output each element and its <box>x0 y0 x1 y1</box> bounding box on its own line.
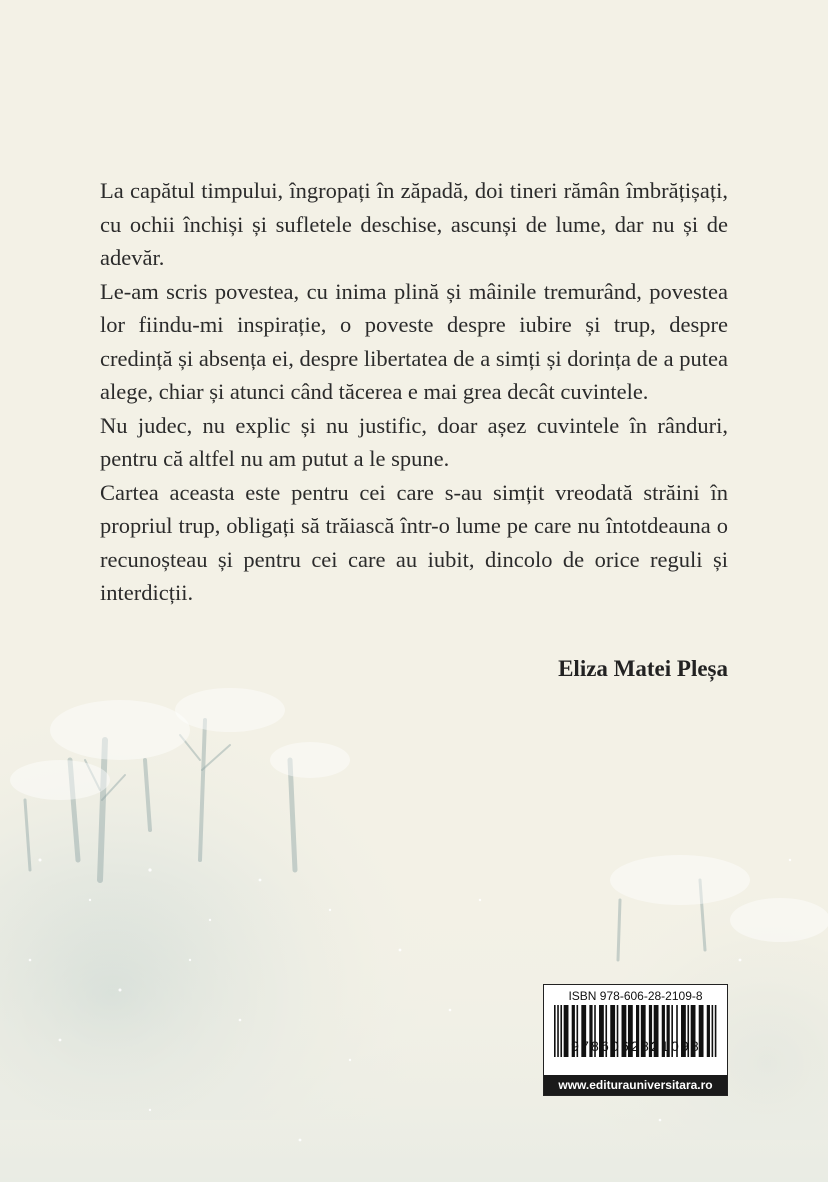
barcode-digits: 9786062821098 <box>571 1038 701 1054</box>
author-name: Eliza Matei Pleșa <box>558 656 728 681</box>
blurb-paragraph: La capătul timpului, îngropați în zăpadă, doi tineri rămân îmbrățișați, cu ochii închiși și sufletele deschise, ascunși de lume, dar nu și de adevăr. <box>100 178 728 270</box>
publisher-website: www.editurauniversitara.ro <box>544 1075 727 1095</box>
blurb-paragraph: Cartea aceasta este pentru cei care s-au simțit vreodată străini în propriul trup, obligați să trăiască într-o lume pe care nu întotdeauna o recunoșteau și pentru cei care au iubit, dincolo de orice reguli și interdicții. <box>100 479 728 605</box>
blurb-paragraph: Nu judec, nu explic și nu justific, doar așez cuvintele în rânduri, pentru că altfel nu am putut a le spune. <box>100 412 728 471</box>
isbn-barcode-block <box>543 984 728 1096</box>
isbn-label: ISBN 978-606-28-2109-8 <box>568 989 703 1003</box>
blurb-paragraph: Le-am scris povestea, cu inima plină și mâinile tremurând, povestea lor fiindu-mi inspirație, o poveste despre iubire și trup, despre credință și absența ei, despre libertatea de a simți și dorința de a putea alege, chiar și atunci când tăcerea e mai grea decât cuvintele. <box>100 278 728 404</box>
back-cover-blurb <box>100 174 728 610</box>
